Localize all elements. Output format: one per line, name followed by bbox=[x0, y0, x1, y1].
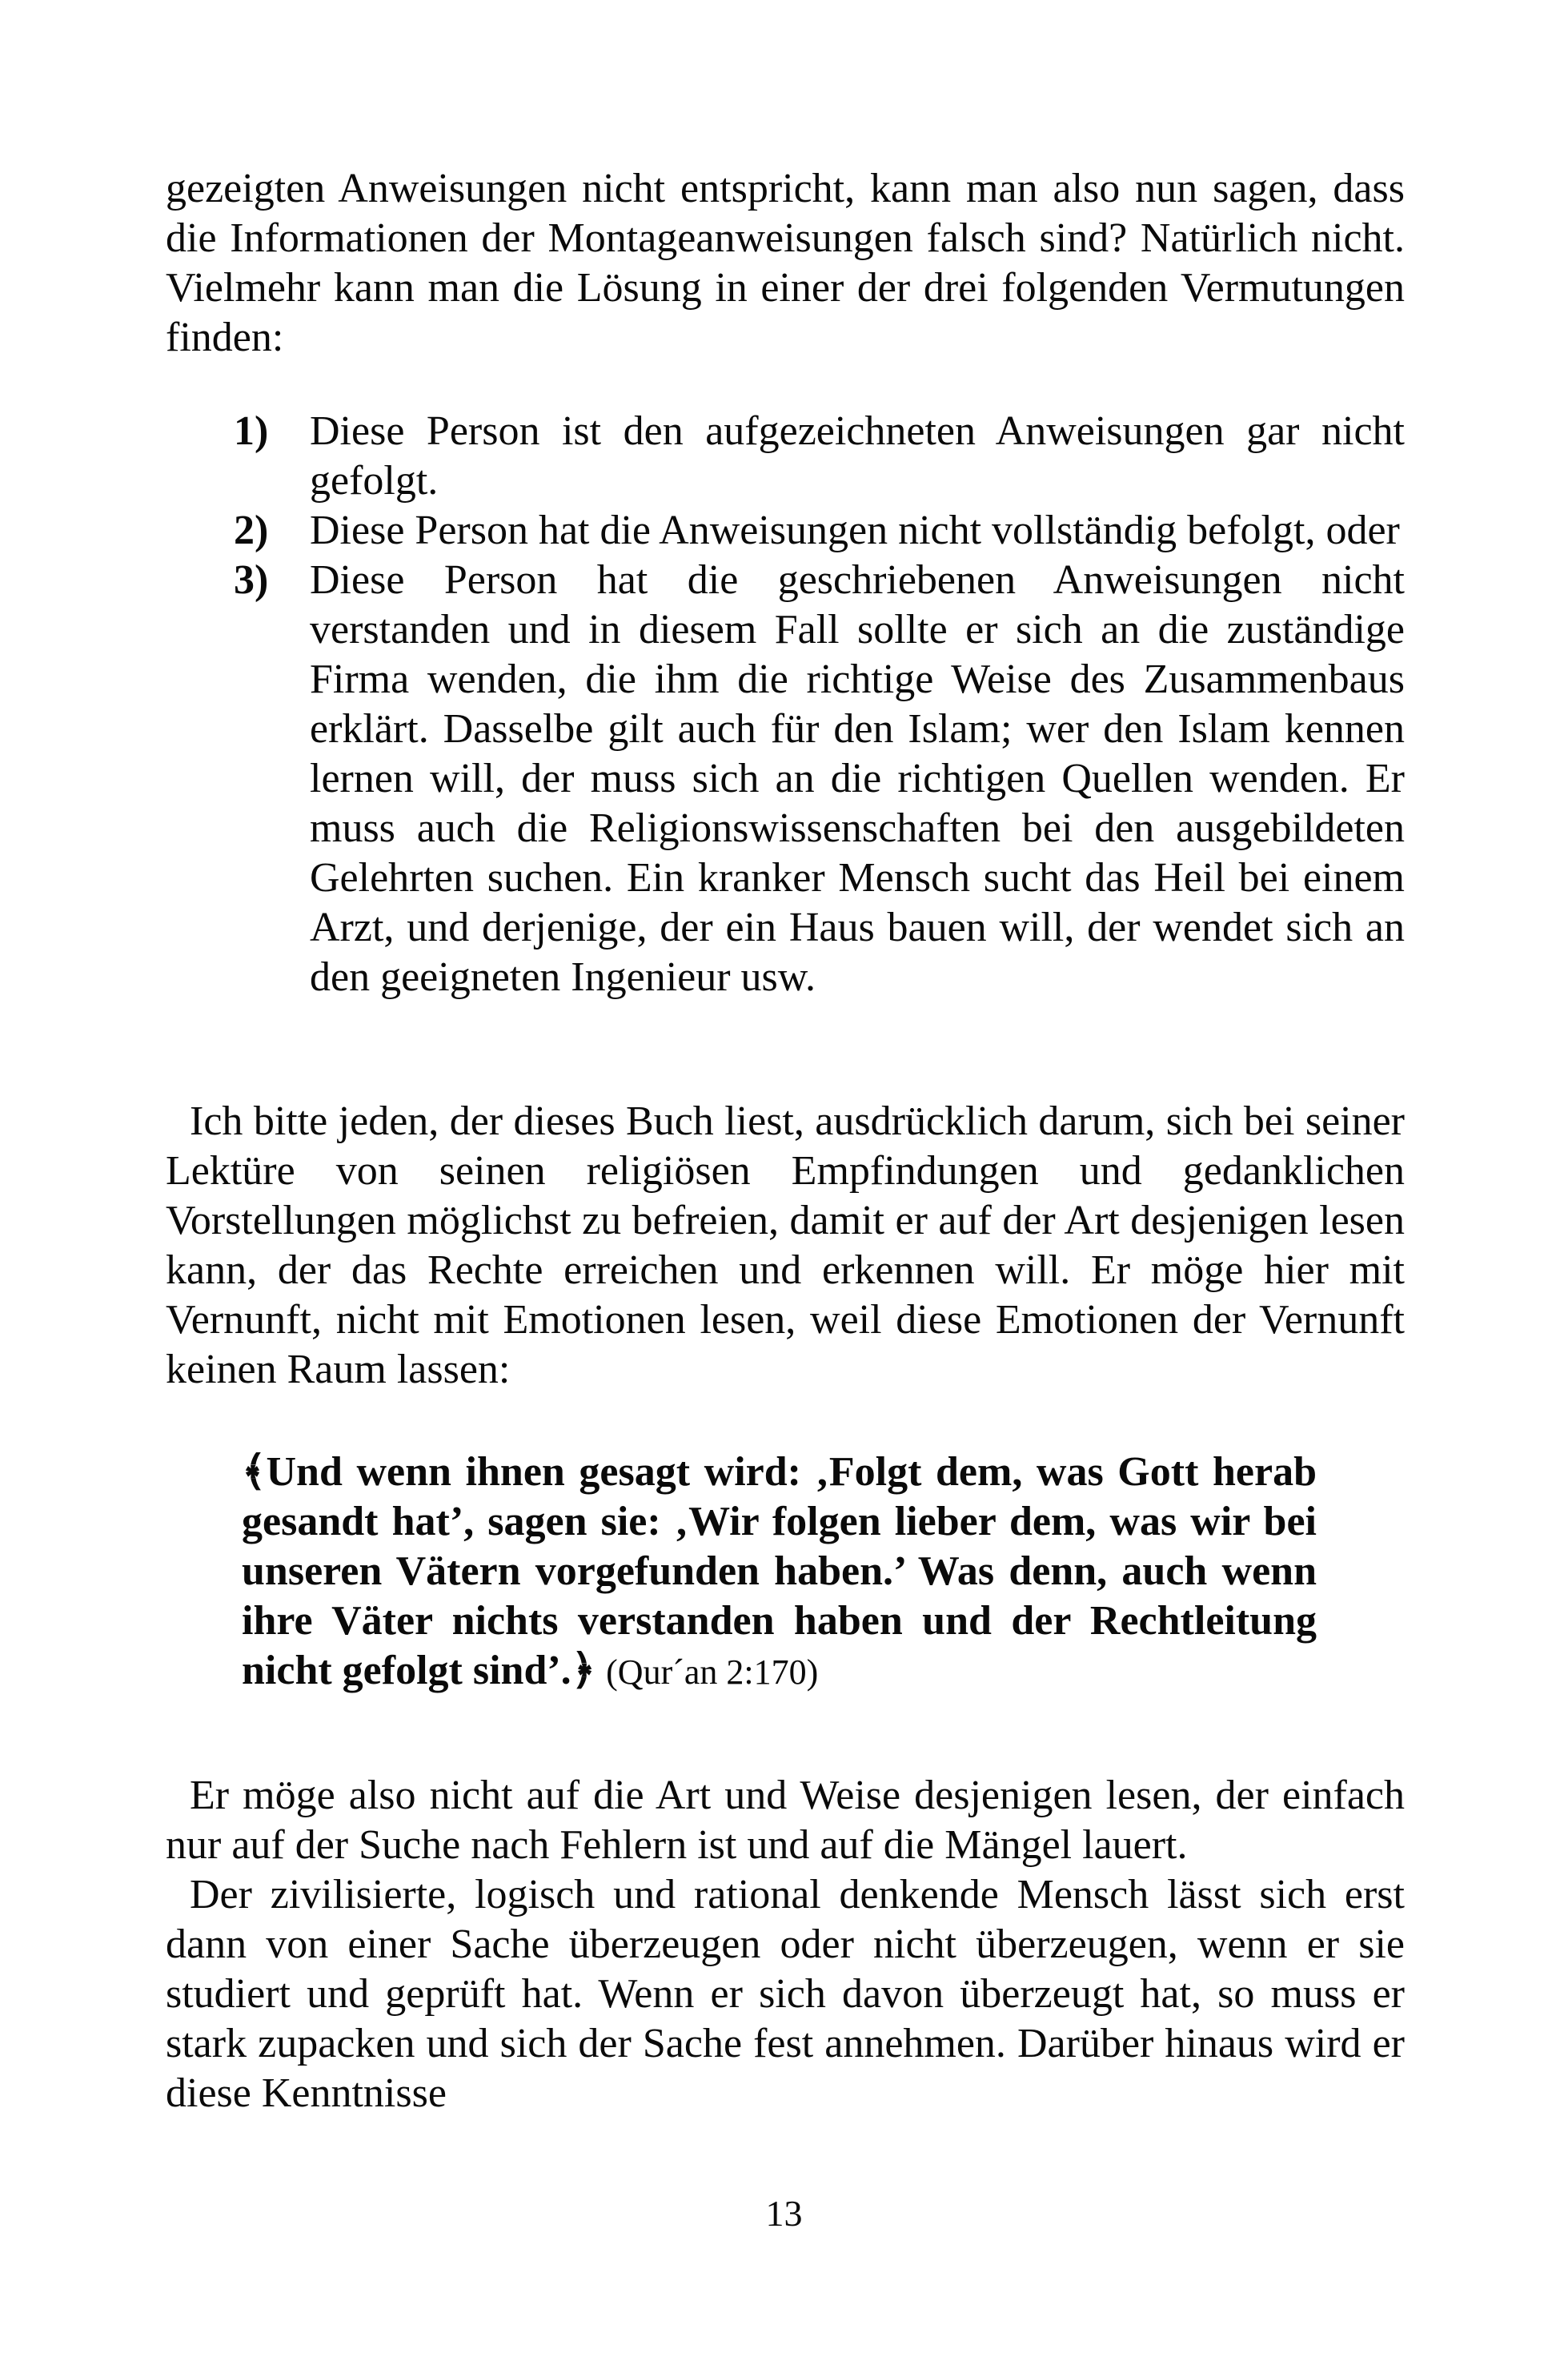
quote-citation: (Qur´an 2:170) bbox=[606, 1652, 819, 1692]
list-item-2 bbox=[166, 506, 1405, 556]
list-text-2: Diese Person hat die Anweisungen nicht vollständig befolgt, oder bbox=[310, 508, 1400, 553]
quote-text: ﴾Und wenn ihnen gesagt wird: ‚Folgt dem, was Gott herab gesandt hat’, sagen sie: ‚Wir folgen lieber dem, was wir bei unseren Vätern vorgefunden haben.’ Was denn, auch wenn ihre Väter nichts verstanden haben und der Rechtleitung nicht gefolgt sind’.﴿ bbox=[242, 1449, 1317, 1693]
list-item-3 bbox=[166, 556, 1405, 1002]
quran-quote bbox=[242, 1448, 1317, 1697]
paragraph-reader-warning: Er möge also nicht auf die Art und Weise desjenigen lesen, der einfach nur auf der Suche nach Fehlern ist und auf die Mängel lauert. bbox=[166, 1773, 1405, 1868]
paragraph-intro: gezeigten Anweisungen nicht entspricht, kann man also nun sagen, dass die Informationen der Montageanweisungen falsch sind? Natürlich nicht. Vielmehr kann man die Lösung in einer der drei folgenden Vermutungen finden: bbox=[166, 166, 1405, 360]
list-text-3: Diese Person hat die geschriebenen Anweisungen nicht verstanden und in diesem Fall sollte er sich an die zuständige Firma wenden, die ihm die richtige Weise des Zusammenbaus erklärt. Dasselbe gilt auch für den Islam; wer den Islam kennen lernen will, der muss sich an die richtigen Quellen wenden. Er muss auch die Religionswissenschaften bei den ausgebildeten Gelehrten suchen. Ein kranker Mensch sucht das Heil bei einem Arzt, und derjenige, der ein Haus bauen will, der wendet sich an den geeigneten Ingenieur usw. bbox=[310, 557, 1405, 1000]
list-marker-1: 1) bbox=[234, 408, 269, 454]
list-item-1 bbox=[166, 407, 1405, 506]
page-number: 13 bbox=[765, 2193, 803, 2234]
body-text-block bbox=[166, 164, 1405, 2118]
list-marker-2: 2) bbox=[234, 508, 269, 553]
list-text-1: Diese Person ist den aufgezeichneten Anweisungen gar nicht gefolgt. bbox=[310, 408, 1405, 504]
list-marker-3: 3) bbox=[234, 557, 269, 603]
paragraph-civilized-man: Der zivilisierte, logisch und rational denkende Mensch lässt sich erst dann von einer Sache überzeugen oder nicht überzeugen, wenn er sie studiert und geprüft hat. Wenn er sich davon überzeugt hat, so muss er stark zupacken und sich der Sache fest annehmen. Darüber hinaus wird er diese Kenntnisse bbox=[166, 1872, 1405, 2116]
paragraph-request: Ich bitte jeden, der dieses Buch liest, ausdrücklich darum, sich bei seiner Lektüre von seinen religiösen Empfindungen und gedanklichen Vorstellungen möglichst zu befreien, damit er auf der Art desjenigen lesen kann, der das Rechte erreichen und erkennen will. Er möge hier mit Vernunft, nicht mit Emotionen lesen, weil diese Emotionen der Vernunft keinen Raum lassen: bbox=[166, 1098, 1405, 1392]
numbered-list bbox=[166, 407, 1405, 1002]
